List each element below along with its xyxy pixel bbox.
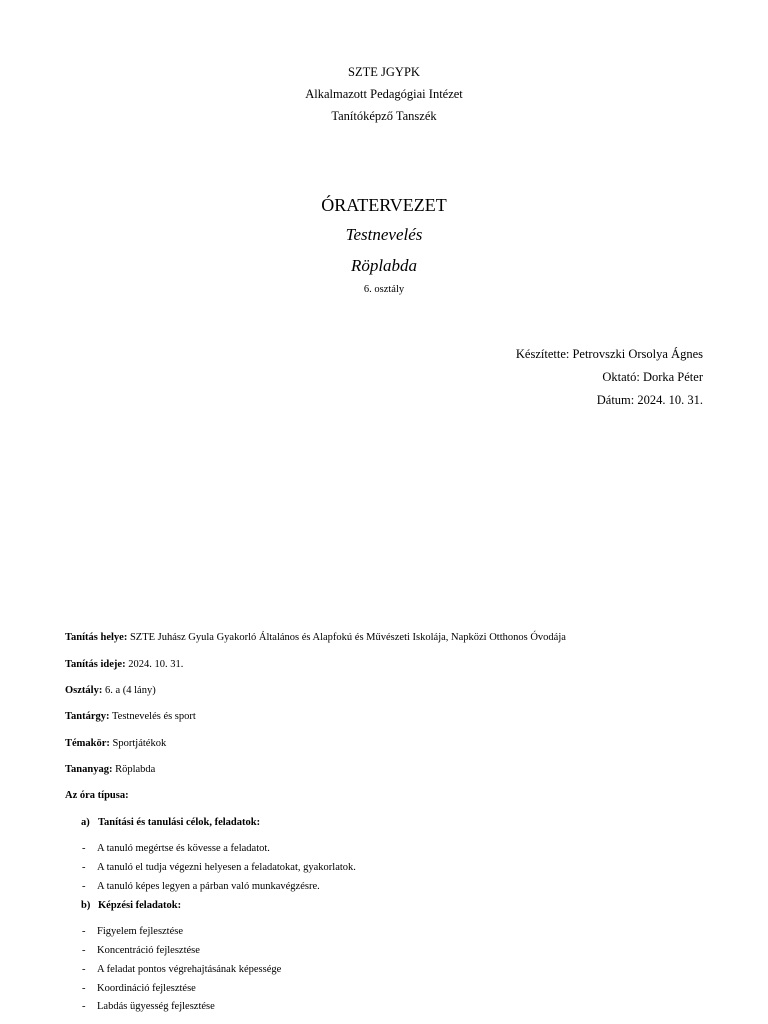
list-item-text: A tanuló el tudja végezni helyesen a feladatokat, gyakorlatok. bbox=[97, 862, 356, 873]
instructor: Oktató: Dorka Péter bbox=[602, 370, 703, 384]
section-title: Képzési feladatok: bbox=[98, 900, 182, 911]
list-item bbox=[82, 964, 281, 975]
list-item-text: Koncentráció fejlesztése bbox=[97, 945, 200, 956]
field-class bbox=[65, 685, 156, 696]
bullet-dash: - bbox=[82, 964, 86, 975]
prepared-by: Készítette: Petrovszki Orsolya Ágnes bbox=[515, 347, 703, 361]
list-item bbox=[82, 1001, 215, 1012]
field-label: Tantárgy: bbox=[65, 711, 110, 722]
institution-name: SZTE JGYPK bbox=[348, 65, 420, 79]
section-marker: a) bbox=[81, 817, 90, 828]
document-date: Dátum: 2024. 10. 31. bbox=[596, 393, 703, 407]
bullet-dash: - bbox=[82, 983, 86, 994]
field-material bbox=[65, 764, 155, 775]
field-subject bbox=[65, 711, 196, 722]
list-item bbox=[82, 881, 320, 892]
list-item-text: A tanuló megértse és kövesse a feladatot. bbox=[97, 843, 270, 854]
list-item bbox=[82, 843, 270, 854]
field-theme bbox=[65, 738, 166, 749]
document-title: ÓRATERVEZET bbox=[321, 195, 447, 215]
subject-title: Testnevelés bbox=[345, 225, 423, 244]
bullet-dash: - bbox=[82, 1001, 86, 1012]
bullet-dash: - bbox=[82, 881, 86, 892]
field-value: 2024. 10. 31. bbox=[128, 659, 184, 670]
institute-name: Alkalmazott Pedagógiai Intézet bbox=[305, 87, 463, 101]
bullet-dash: - bbox=[82, 843, 86, 854]
section-b-heading bbox=[81, 900, 181, 911]
field-label: Osztály: bbox=[65, 685, 103, 696]
section-title: Tanítási és tanulási célok, feladatok: bbox=[98, 817, 261, 828]
list-item-text: Labdás ügyesség fejlesztése bbox=[97, 1001, 215, 1012]
field-label: Tananyag: bbox=[65, 764, 113, 775]
topic-title: Röplabda bbox=[350, 256, 418, 275]
department-name: Tanítóképző Tanszék bbox=[331, 109, 437, 123]
list-item-text: A tanuló képes legyen a párban való munkavégzésre. bbox=[97, 881, 320, 892]
list-item bbox=[82, 926, 183, 937]
list-item bbox=[82, 945, 200, 956]
field-label: Az óra típusa: bbox=[65, 790, 129, 801]
list-item-text: Koordináció fejlesztése bbox=[97, 983, 196, 994]
bullet-dash: - bbox=[82, 945, 86, 956]
field-value: Röplabda bbox=[115, 764, 156, 775]
field-value: 6. a (4 lány) bbox=[104, 685, 156, 696]
field-teaching-time bbox=[65, 659, 183, 670]
list-item-text: A feladat pontos végrehajtásának képessége bbox=[97, 964, 282, 975]
bullet-dash: - bbox=[82, 926, 86, 937]
list-item-text: Figyelem fejlesztése bbox=[97, 926, 184, 937]
field-label: Témakör: bbox=[65, 738, 110, 749]
field-value: Sportjátékok bbox=[112, 738, 167, 749]
grade-label: 6. osztály bbox=[363, 284, 405, 295]
field-lesson-type bbox=[65, 790, 129, 801]
bullet-dash: - bbox=[82, 862, 86, 873]
section-a-heading bbox=[81, 817, 260, 828]
field-teaching-place bbox=[65, 632, 566, 643]
field-value: Testnevelés és sport bbox=[111, 711, 196, 722]
section-marker: b) bbox=[81, 900, 91, 911]
list-item bbox=[82, 983, 196, 994]
field-label: Tanítás helye: bbox=[65, 632, 128, 643]
field-value: SZTE Juhász Gyula Gyakorló Általános és Alapfokú és Művészeti Iskolája, Napközi Otthonos Óvodája bbox=[129, 632, 566, 643]
list-item bbox=[82, 862, 356, 873]
field-label: Tanítás ideje: bbox=[65, 659, 126, 670]
